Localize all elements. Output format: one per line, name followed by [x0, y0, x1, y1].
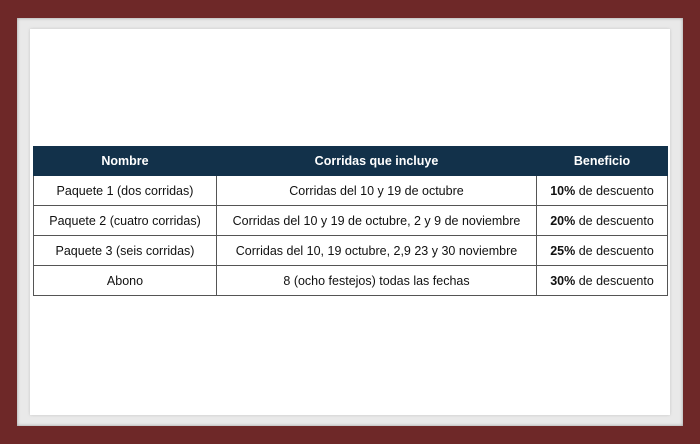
table-row — [34, 206, 668, 236]
cell-corridas: Corridas del 10 y 19 de octubre — [217, 176, 537, 206]
cell-corridas: Corridas del 10, 19 octubre, 2,9 23 y 30 noviembre — [217, 236, 537, 266]
table-row — [34, 236, 668, 266]
packages-table — [33, 146, 668, 296]
beneficio-percent: 30% — [550, 273, 576, 288]
cell-nombre: Paquete 1 (dos corridas) — [34, 176, 217, 206]
table-row — [34, 266, 668, 296]
header-beneficio: Beneficio — [537, 147, 668, 176]
cell-beneficio — [537, 236, 668, 266]
cell-beneficio — [537, 266, 668, 296]
cell-nombre: Paquete 2 (cuatro corridas) — [34, 206, 217, 236]
cell-corridas: 8 (ocho festejos) todas las fechas — [217, 266, 537, 296]
beneficio-label: de descuento — [575, 273, 654, 288]
cell-corridas: Corridas del 10 y 19 de octubre, 2 y 9 de noviembre — [217, 206, 537, 236]
beneficio-label: de descuento — [575, 183, 654, 198]
cell-nombre: Abono — [34, 266, 217, 296]
beneficio-percent: 20% — [550, 213, 576, 228]
beneficio-percent: 10% — [550, 183, 576, 198]
beneficio-label: de descuento — [575, 243, 654, 258]
cell-beneficio — [537, 176, 668, 206]
header-corridas: Corridas que incluye — [217, 147, 537, 176]
table-row — [34, 176, 668, 206]
picture-frame — [17, 18, 683, 426]
cell-nombre: Paquete 3 (seis corridas) — [34, 236, 217, 266]
beneficio-label: de descuento — [575, 213, 654, 228]
table-header-row — [34, 147, 668, 176]
header-nombre: Nombre — [34, 147, 217, 176]
document-page — [30, 29, 670, 415]
beneficio-percent: 25% — [550, 243, 576, 258]
cell-beneficio — [537, 206, 668, 236]
